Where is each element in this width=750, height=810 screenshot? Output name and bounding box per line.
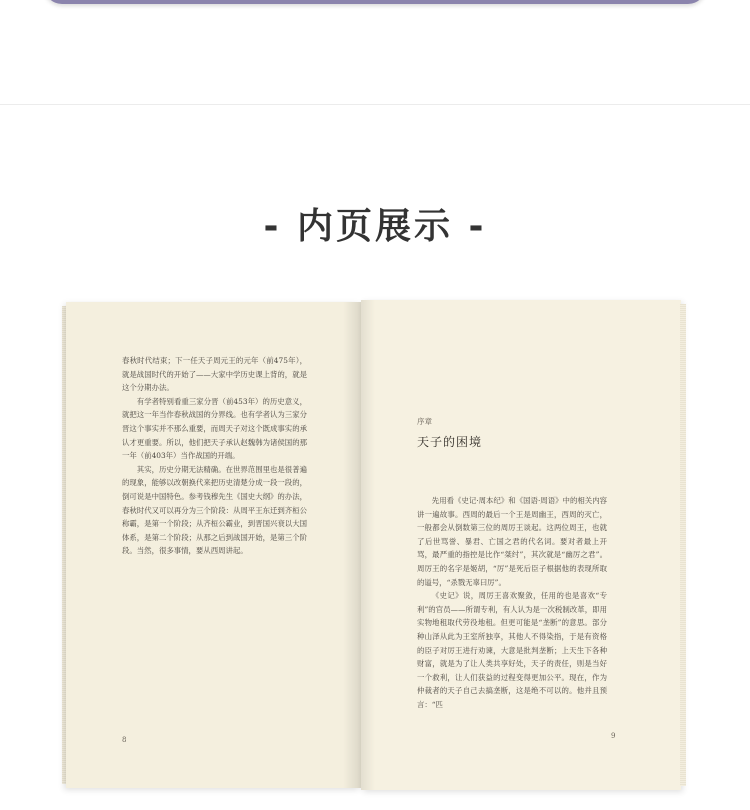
chapter-title: 天子的困境 — [417, 435, 483, 449]
section-title: - 内页展示 - — [263, 206, 487, 247]
left-paragraph: 有学者特别看重三家分晋（前453年）的历史意义，就把这一年当作春秋战国的分界线。也有学者认为三家分晋这个事实并不那么重要，而周天子对这个既成事实的承认才更重要。所以，他们把天子承认赵魏韩为诸侯国的那一年（前403年）当作战国的开端。 — [122, 396, 307, 461]
right-paragraph: 《史记》说，周厉王喜欢聚敛，任用的也是喜欢“专利”的官员——所谓专利，有人认为是一次税制改革，即用实物地租取代劳役地租。但更可能是“垄断”的意思。部分种山泽从此为王室所独享，其他人不得染指，于是有资格的臣子对厉王进行劝谏，大意是批判垄断；上天生下各种财富，就是为了让人类共享好处，天子的责任，则是当好一个救利，让人们获益的过程变得更加公平。现在，作为仲裁者的天子自己去搞垄断，这是绝不可以的。他并且预言：“匹 — [417, 591, 607, 709]
book-photo — [62, 296, 686, 794]
top-decorative-bar — [44, 0, 706, 4]
left-page-body — [122, 354, 307, 558]
right-page — [361, 300, 681, 790]
right-page-number: 9 — [611, 732, 616, 740]
right-page-body — [417, 494, 607, 712]
right-paragraph: 先用看《史记·周本纪》和《国语·周语》中的相关内容讲一遍故事。西周的最后一个王是周幽王，西周的灭亡，一般都会从倒数第三位的周厉王谈起。这两位周王，也就了后世骂誉、暴君、亡国之君的代名词。要对者最上开骂，最严重的指控是比作“桀纣”，其次就是“幽厉之君”。周厉王的名字是姬胡，“厉”是死后臣子根据他的表现所取的谥号，“杀戮无辜曰厉”。 — [417, 496, 607, 587]
left-page — [66, 302, 361, 788]
book-right-edge — [680, 304, 686, 786]
left-paragraph: 春秋时代结束；下一任天子周元王的元年（前475年），就是战国时代的开始了——大家中学历史课上背的，就是这个分期办法。 — [122, 356, 307, 393]
left-paragraph: 其实，历史分期无法精确。在世界范围里也是很普遍的现象，能够以改朝换代来把历史清楚分成一段一段的，倒可说是中国特色。参考钱穆先生《国史大纲》的办法，春秋时代又可以再分为三个阶段：从周平王东迁到齐桓公称霸，是第一个阶段；从齐桓公霸业，到晋国兴衰以大国体系，是第二个阶段；从那之后到战国开始，是第三个阶段。当然，很多事情，要从西周讲起。 — [122, 464, 307, 556]
left-page-number: 8 — [122, 736, 127, 744]
chapter-label: 序章 — [417, 417, 432, 426]
top-banner-area — [0, 0, 750, 105]
